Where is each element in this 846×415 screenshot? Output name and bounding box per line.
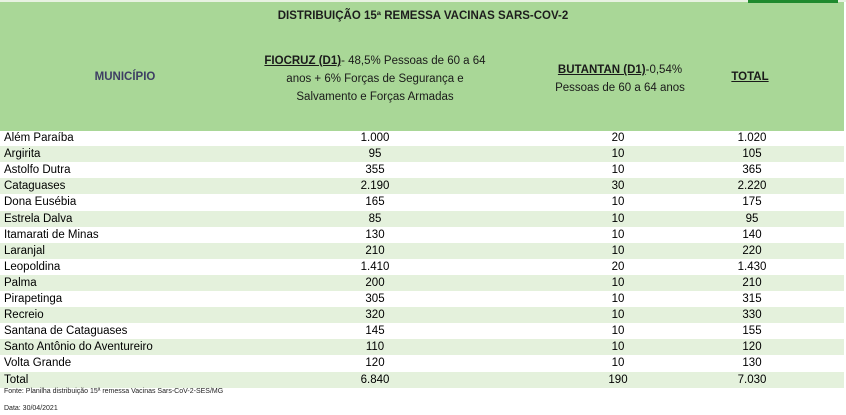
table-row [0, 162, 844, 178]
butantan-cell: 10 [611, 276, 625, 289]
table-row [0, 227, 844, 243]
table-row [0, 355, 844, 371]
table-row [0, 291, 844, 307]
fiocruz-label: FIOCRUZ (D1) [264, 55, 342, 67]
municipio-cell: Total [4, 373, 29, 386]
municipio-cell: Itamarati de Minas [4, 228, 99, 241]
total-cell: 210 [742, 276, 762, 289]
table-row [0, 194, 844, 210]
table-row [0, 339, 844, 355]
total-cell: 120 [742, 341, 762, 354]
total-cell: 2.220 [737, 180, 767, 193]
butantan-cell: 190 [608, 373, 628, 386]
fiocruz-cell: 95 [368, 148, 382, 161]
total-cell: 7.030 [737, 373, 767, 386]
date-footnote: Data: 30/04/2021 [4, 405, 58, 412]
butantan-cell: 10 [611, 228, 625, 241]
total-cell: 315 [742, 293, 762, 305]
fiocruz-cell: 200 [365, 276, 385, 289]
table-row [0, 178, 844, 194]
fiocruz-header-rest: - 48,5% Pessoas de 60 a 64 [341, 55, 486, 67]
butantan-cell: 10 [611, 293, 625, 305]
municipio-cell: Argirita [4, 148, 41, 161]
butantan-cell: 10 [611, 212, 625, 225]
top-border-line [0, 0, 846, 2]
municipio-cell: Santana de Cataguases [4, 325, 128, 338]
total-cell: 105 [742, 148, 762, 161]
municipio-cell: Estrela Dalva [4, 212, 73, 225]
municipio-cell: Santo Antônio do Aventureiro [4, 341, 153, 354]
butantan-cell: 10 [611, 341, 625, 354]
table-row [0, 211, 844, 227]
municipio-cell: Pirapetinga [4, 293, 63, 305]
top-accent-bar [748, 0, 838, 3]
municipio-cell: Astolfo Dutra [4, 164, 71, 177]
butantan-cell: 10 [611, 244, 625, 257]
table-row [0, 146, 844, 162]
total-cell: 140 [742, 228, 762, 241]
fiocruz-cell: 1.000 [360, 132, 390, 144]
fiocruz-cell: 85 [368, 212, 382, 225]
butantan-header-rest: -0,54% [645, 64, 683, 76]
table-row [0, 323, 844, 339]
column-header-municipio: MUNICÍPIO [94, 71, 156, 83]
municipio-cell: Volta Grande [4, 357, 72, 370]
fiocruz-cell: 130 [365, 228, 385, 241]
municipio-cell: Laranjal [4, 244, 45, 257]
butantan-cell: 10 [611, 164, 625, 177]
fiocruz-cell: 120 [365, 357, 385, 370]
fiocruz-cell: 6.840 [360, 373, 390, 386]
fiocruz-cell: 355 [365, 164, 385, 177]
fiocruz-cell: 305 [365, 293, 385, 305]
butantan-cell: 10 [611, 196, 625, 209]
butantan-cell: 10 [611, 148, 625, 161]
fiocruz-cell: 1.410 [360, 260, 390, 273]
total-cell: 130 [742, 357, 762, 370]
total-row [0, 372, 844, 388]
table-row [0, 307, 844, 323]
table-row [0, 259, 844, 275]
fiocruz-header-line3: Salvamento e Forças Armadas [296, 91, 454, 103]
column-header-total [720, 68, 780, 86]
total-cell: 220 [742, 244, 762, 257]
municipio-cell: Cataguases [4, 180, 66, 193]
total-cell: 365 [742, 164, 762, 177]
municipio-cell: Palma [4, 276, 37, 289]
butantan-cell: 30 [611, 180, 625, 193]
butantan-header-line2: Pessoas de 60 a 64 anos [555, 82, 685, 94]
source-footnote: Fonte: Planilha distribuição 15ª remessa Vacinas Sars-CoV-2-SES/MG [4, 388, 224, 395]
column-header-fiocruz [255, 52, 495, 106]
fiocruz-cell: 165 [365, 196, 385, 209]
fiocruz-cell: 110 [365, 341, 385, 354]
total-cell: 175 [742, 196, 762, 209]
butantan-cell: 20 [611, 132, 625, 144]
sheet-title: DISTRIBUIÇÃO 15ª REMESSA VACINAS SARS-COV-2 [277, 10, 569, 22]
butantan-cell: 10 [611, 357, 625, 370]
fiocruz-cell: 320 [365, 309, 385, 322]
municipio-cell: Leopoldina [4, 260, 61, 273]
table-row [0, 275, 844, 291]
total-cell: 1.430 [737, 260, 767, 273]
fiocruz-cell: 145 [365, 325, 385, 338]
fiocruz-header-line2: anos + 6% Forças de Segurança e [286, 73, 464, 85]
butantan-cell: 10 [611, 325, 625, 338]
butantan-cell: 20 [611, 260, 625, 273]
column-header-butantan [530, 61, 710, 97]
municipio-cell: Dona Eusébia [4, 196, 77, 209]
butantan-header-line1 [530, 61, 710, 79]
table-row [0, 130, 844, 146]
fiocruz-cell: 2.190 [360, 180, 390, 193]
total-cell: 155 [742, 325, 762, 338]
butantan-cell: 10 [611, 309, 625, 322]
total-cell: 330 [742, 309, 762, 322]
total-label: TOTAL [731, 71, 769, 83]
fiocruz-header-line1 [255, 52, 495, 70]
fiocruz-cell: 210 [365, 244, 385, 257]
table-row [0, 243, 844, 259]
municipio-cell: Recreio [4, 309, 44, 322]
butantan-label: BUTANTAN (D1) [557, 64, 646, 76]
municipio-cell: Além Paraíba [4, 132, 74, 144]
total-cell: 95 [745, 212, 759, 225]
total-cell: 1.020 [737, 132, 767, 144]
